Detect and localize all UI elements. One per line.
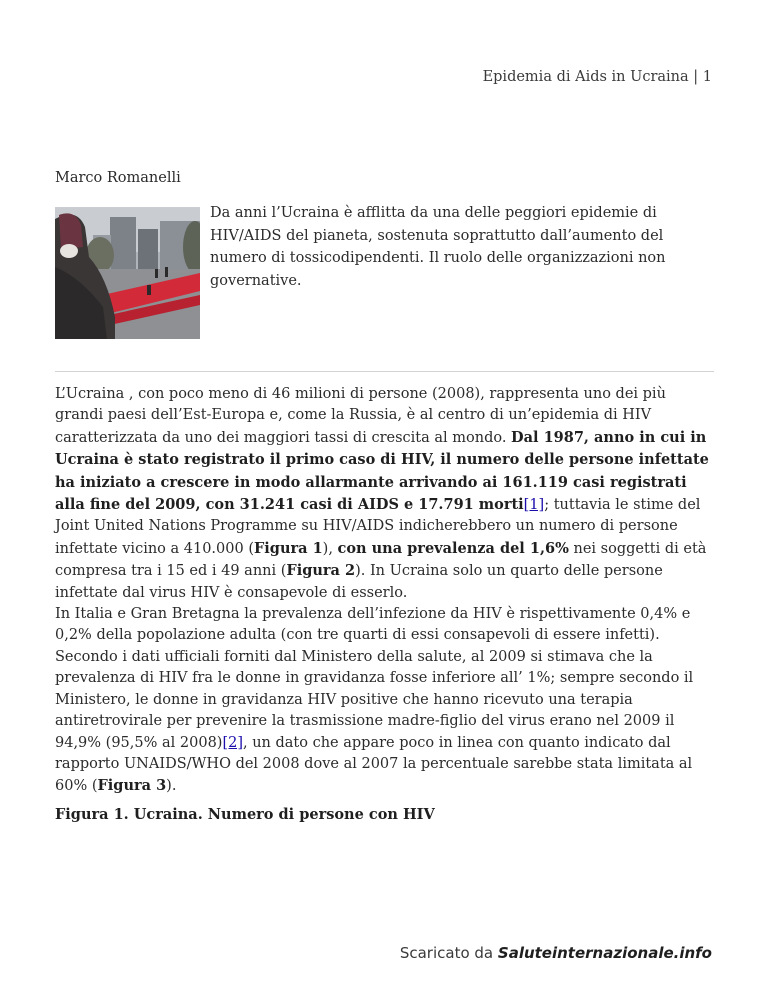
- article-thumbnail: [55, 207, 200, 339]
- body-text-span: ). In Ucraina solo un quarto delle persone infettate dal virus HIV è consapevole di esserlo.: [55, 563, 663, 601]
- bold-statement: con una prevalenza del 1,6%: [337, 539, 569, 557]
- footnote-link-2[interactable]: [2]: [222, 734, 243, 751]
- body-text-span: , un dato che appare poco in linea con quanto indicato dal rapporto UNAIDS/WHO del 2008 dove al 2007 la percentuale sarebbe stata limitata al 60% (: [55, 734, 693, 795]
- body-text-span: ).: [166, 778, 177, 795]
- body-text-span: L’Ucraina , con poco meno di 46 milioni di persone (2008), rappresenta uno dei più grandi paesi dell’Est-Europa e, come la Russia, è al centro di un’epidemia di HIV caratterizzata da uno dei maggiori tassi di crescita al mondo.: [55, 386, 666, 446]
- body-text-span: ),: [322, 540, 338, 557]
- article-body: [55, 384, 717, 798]
- thumbnail-photo-illustration: [55, 207, 200, 339]
- body-paragraph-2: In Italia e Gran Bretagna la prevalenza dell’infezione da HIV è rispettivamente 0,4% e 0,2% della popolazione adulta (con tre quarti di essi consapevoli di essere infetti).: [55, 606, 691, 644]
- article-abstract: Da anni l’Ucraina è afflitta da una delle peggiori epidemie di HIV/AIDS del pianeta, sostenuta soprattutto dall’aumento del numero di tossicodipendenti. Il ruolo delle organizzazioni non governative.: [210, 205, 666, 289]
- running-header: Epidemia di Aids in Ucraina | 1: [482, 69, 712, 85]
- footnote-link-1[interactable]: [1]: [523, 497, 545, 514]
- bold-statement: Dal 1987, anno in cui in Ucraina è stato registrato il primo caso di HIV, il numero delle persone infettate ha iniziato a crescere in modo allarmante arrivando ai 161.119 casi registrati alla fine del 2009, con 31.241 casi di AIDS e 17.791 morti: [55, 428, 709, 514]
- page-footer: [400, 944, 712, 962]
- body-paragraph-3: [55, 647, 717, 798]
- body-text-span: nei soggetti di età compresa tra i 15 ed i 49 anni (: [55, 540, 707, 580]
- figure-reference-2: Figura 2: [286, 562, 356, 580]
- author-name: Marco Romanelli: [55, 170, 181, 186]
- footer-prefix: Scaricato da: [399, 944, 498, 962]
- footer-site-name: Saluteinternazionale.info: [497, 944, 712, 962]
- figure-reference-3: Figura 3: [97, 777, 167, 795]
- body-paragraph-1: [55, 384, 717, 604]
- body-text-span: Secondo i dati ufficiali forniti dal Ministero della salute, al 2009 si stimava che la prevalenza di HIV fra le donne in gravidanza fosse inferiore all’ 1%; sempre secondo il Ministero, le donne in gravidanza HIV positive che hanno ricevuto una terapia antiretrovirale per prevenire la trasmissione madre-figlio del virus erano nel 2009 il 94,9% (95,5% al 2008): [55, 648, 694, 751]
- body-text-span: ; tuttavia le stime del Joint United Nations Programme su HIV/AIDS indicherebbero un numero di persone infettate vicino a 410.000 (: [55, 497, 701, 557]
- figure-1-caption: Figura 1. Ucraina. Numero di persone con HIV: [55, 806, 435, 823]
- section-divider: [55, 371, 714, 372]
- figure-reference-1: Figura 1: [254, 539, 323, 557]
